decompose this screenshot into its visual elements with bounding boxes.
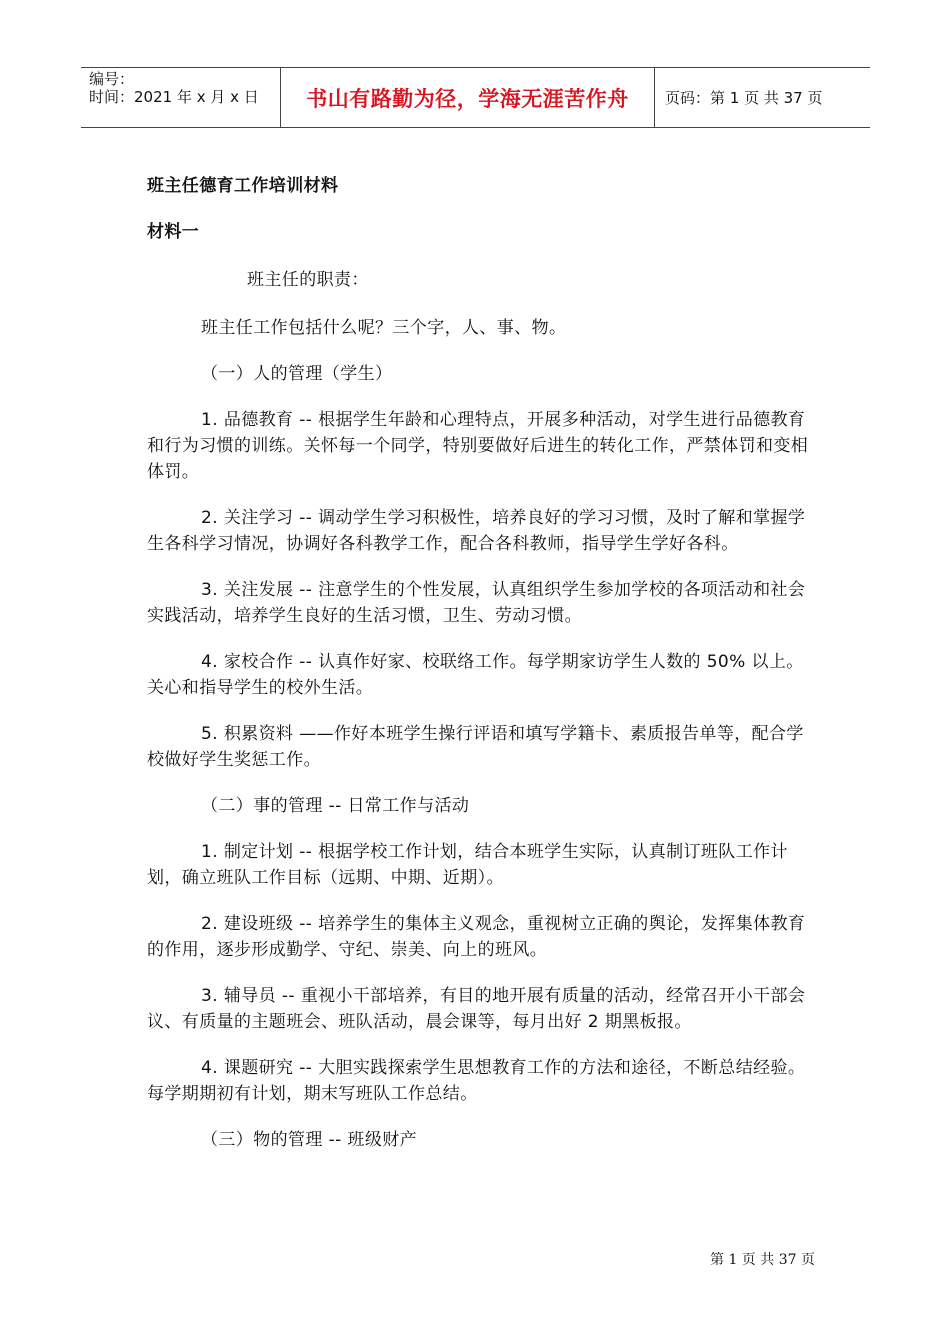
header-motto: 书山有路勤为径，学海无涯苦作舟	[281, 68, 655, 127]
list-item: 4. 家校合作 -- 认真作好家、校联络工作。每学期家访学生人数的 50% 以上。关心和指导学生的校外生活。	[147, 652, 804, 698]
document-header	[81, 67, 870, 128]
list-item: 2. 建设班级 -- 培养学生的集体主义观念，重视树立正确的舆论，发挥集体教育的作用，逐步形成勤学、守纪、崇美、向上的班风。	[147, 914, 806, 960]
list-item: 5. 积累资料 ——作好本班学生操行评语和填写学籍卡、素质报告单等，配合学校做好学生奖惩工作。	[147, 724, 804, 770]
document-date-label: 时间：2021 年 x 月 x 日	[89, 88, 259, 106]
list-item: 1. 品德教育 -- 根据学生年龄和心理特点，开展多种活动，对学生进行品德教育和行为习惯的训练。关怀每一个同学，特别要做好后进生的转化工作，严禁体罚和变相体罚。	[147, 410, 809, 482]
list-item: 3. 辅导员 -- 重视小干部培养，有目的地开展有质量的活动，经常召开小干部会议、有质量的主题班会、班队活动，晨会课等，每月出好 2 期黑板报。	[147, 986, 806, 1032]
part-heading: （一）人的管理（学生）	[201, 364, 393, 384]
list-item: 1. 制定计划 -- 根据学校工作计划，结合本班学生实际，认真制订班队工作计划，确立班队工作目标（远期、中期、近期）。	[147, 842, 788, 888]
header-meta	[81, 68, 281, 127]
list-item: 4. 课题研究 -- 大胆实践探索学生思想教育工作的方法和途径，不断总结经验。每学期期初有计划，期末写班队工作总结。	[147, 1058, 806, 1104]
document-title: 班主任德育工作培训材料	[147, 176, 339, 196]
header-page-number: 页码：第 1 页 共 37 页	[665, 89, 823, 107]
list-item: 2. 关注学习 -- 调动学生学习积极性，培养良好的学习习惯，及时了解和掌握学生各科学习情况，协调好各科教学工作，配合各科教师，指导学生学好各科。	[147, 508, 806, 554]
duty-heading: 班主任的职责：	[247, 270, 369, 290]
section-heading: 材料一	[147, 222, 200, 242]
list-item: 3. 关注发展 -- 注意学生的个性发展，认真组织学生参加学校的各项活动和社会实践活动，培养学生良好的生活习惯，卫生、劳动习惯。	[147, 580, 806, 626]
intro-paragraph: 班主任工作包括什么呢？三个字，人、事、物。	[201, 318, 567, 338]
page-footer: 第 1 页 共 37 页	[710, 1252, 815, 1268]
part-heading: （二）事的管理 -- 日常工作与活动	[201, 796, 470, 816]
document-number-label: 编号：	[89, 70, 135, 88]
part-heading: （三）物的管理 -- 班级财产	[201, 1130, 418, 1150]
document-body	[147, 170, 812, 1153]
